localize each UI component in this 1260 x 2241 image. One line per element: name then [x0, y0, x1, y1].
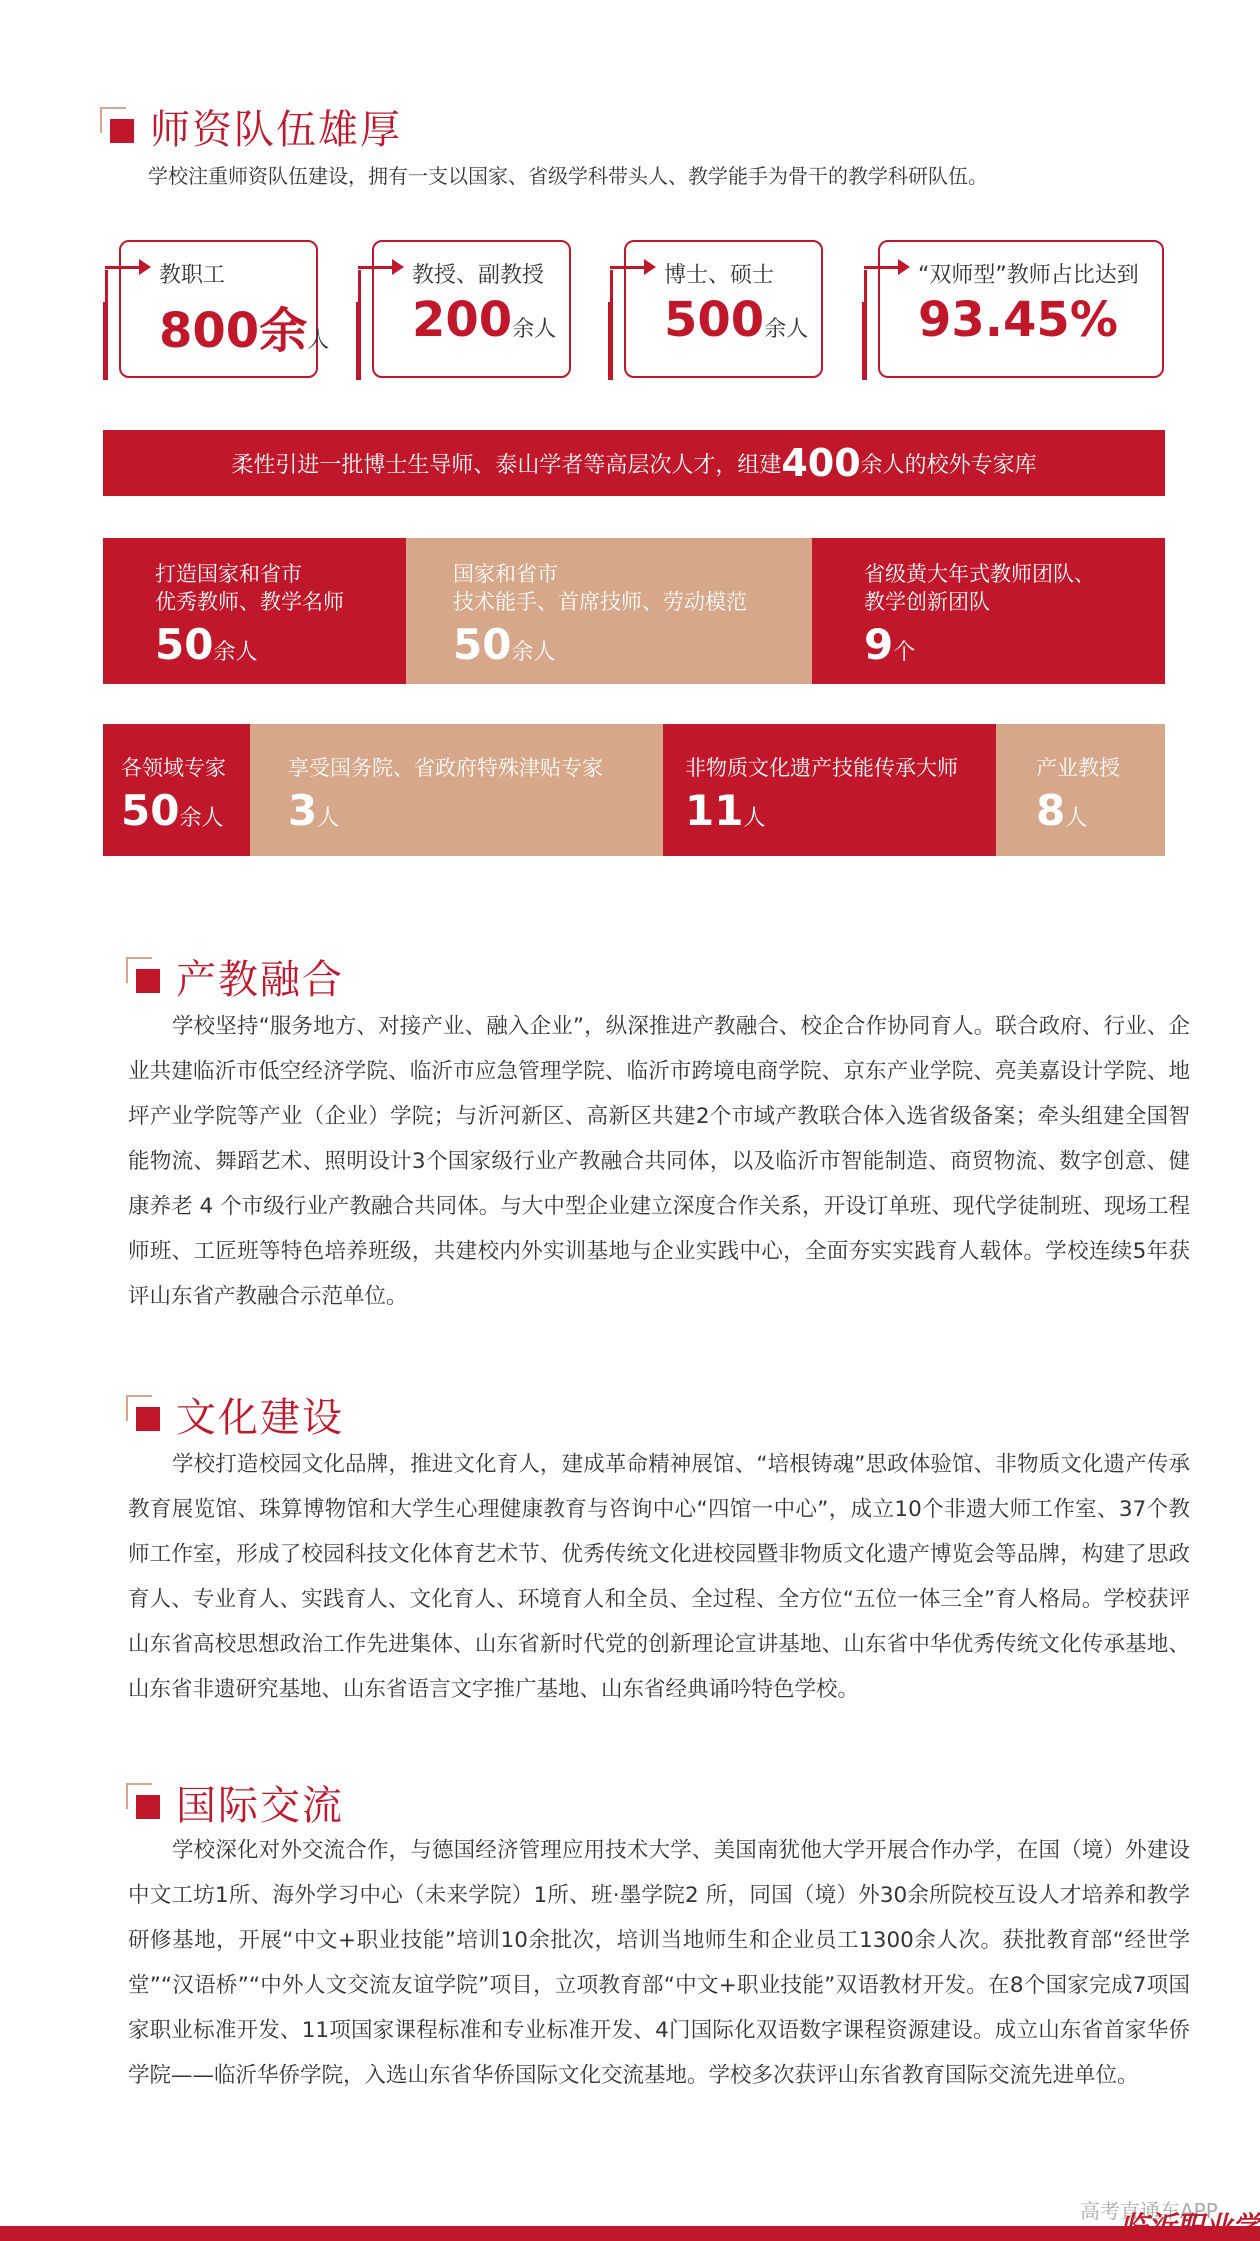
honor-cell: 打造国家和省市 优秀教师、教学名师 50余人	[103, 538, 406, 684]
stat-label: 教授、副教授	[412, 263, 545, 288]
bottom-bar	[0, 2226, 1260, 2241]
expert-banner: 柔性引进一批博士生导师、泰山学者等高层次人才，组建 400 余人的校外专家库	[103, 430, 1165, 496]
stat-card-dual-teacher	[862, 240, 1164, 380]
stat-value: 93.45%	[918, 292, 1118, 348]
stat-value: 800余人	[159, 303, 330, 359]
stat-value: 200余人	[412, 292, 557, 348]
section-bullet-icon	[100, 107, 140, 147]
arrow-icon	[105, 266, 141, 269]
international-paragraph: 学校深化对外交流合作，与德国经济管理应用技术大学、美国南犹他大学开展合作办学，在国（境）外建设中文工坊1所、海外学习中心（未来学院）1所、班·墨学院2 所，同国（境）外30余所院校互设人才培养和教学研修基地，开展“中文+职业技能”培训10余批次，培训当地师生和企业员工1300余人次。获批教育部“经世学堂”“汉语桥”“中外人文交流友谊学院”项目，立项教育部“中文+职业技能”双语教材开发。在8个国家完成7项国家职业标准开发、11项国家课程标准和专业标准开发、4门国际化双语数字课程资源建设。成立山东省首家华侨学院——临沂华侨学院，入选山东省华侨国际文化交流基地。学校多次获评山东省教育国际交流先进单位。	[128, 1838, 1190, 2088]
section-title: 国际交流	[176, 1783, 344, 1829]
arrow-icon	[610, 266, 646, 269]
arrow-icon	[358, 266, 394, 269]
stat-value: 500余人	[664, 292, 809, 348]
section-header-industry	[126, 948, 344, 1005]
stat-card-professors	[356, 240, 571, 380]
section-bullet-icon	[126, 1783, 166, 1823]
section-bullet-icon	[126, 1395, 166, 1435]
honor-cell: 产业教授 8人	[996, 724, 1165, 856]
section-header-teachers	[100, 98, 402, 155]
honor-cell: 各领域专家 50余人	[103, 724, 250, 856]
stat-label: 博士、硕士	[664, 263, 775, 288]
honor-row-1	[103, 538, 1165, 684]
honor-cell: 省级黄大年式教师团队、 教学创新团队 9个	[812, 538, 1165, 684]
honor-cell: 国家和省市 技术能手、首席技师、劳动模范 50余人	[406, 538, 812, 684]
teachers-intro: 学校注重师资队伍建设，拥有一支以国家、省级学科带头人、教学能手为骨干的教学科研队伍。	[148, 164, 988, 188]
section-title: 师资队伍雄厚	[150, 107, 402, 153]
honor-row-2	[103, 724, 1165, 856]
stat-card-doctors	[608, 240, 823, 380]
section-title: 产教融合	[176, 957, 344, 1003]
section-bullet-icon	[126, 957, 166, 997]
honor-cell: 非物质文化遗产技能传承大师 11人	[663, 724, 996, 856]
stat-label: “双师型”教师占比达到	[918, 263, 1139, 288]
industry-paragraph: 学校坚持“服务地方、对接产业、融入企业”，纵深推进产教融合、校企合作协同育人。联合政府、行业、企业共建临沂市低空经济学院、临沂市应急管理学院、临沂市跨境电商学院、京东产业学院、亮美嘉设计学院、地坪产业学院等产业（企业）学院；与沂河新区、高新区共建2个市域产教联合体入选省级备案；牵头组建全国智能物流、舞蹈艺术、照明设计3个国家级行业产教融合共同体，以及临沂市智能制造、商贸物流、数字创意、健康养老 4 个市级行业产教融合共同体。与大中型企业建立深度合作关系，开设订单班、现代学徒制班、现场工程师班、工匠班等特色培养班级，共建校内外实训基地与企业实践中心，全面夯实实践育人载体。学校连续5年获评山东省产教融合示范单位。	[128, 1014, 1190, 1309]
culture-paragraph: 学校打造校园文化品牌，推进文化育人，建成革命精神展馆、“培根铸魂”思政体验馆、非物质文化遗产传承教育展览馆、珠算博物馆和大学生心理健康教育与咨询中心“四馆一中心”，成立10个非遗大师工作室、37个教师工作室，形成了校园科技文化体育艺术节、优秀传统文化进校园暨非物质文化遗产博览会等品牌，构建了思政育人、专业育人、实践育人、文化育人、环境育人和全员、全过程、全方位“五位一体三全”育人格局。学校获评山东省高校思想政治工作先进集体、山东省新时代党的创新理论宣讲基地、山东省中华优秀传统文化传承基地、山东省非遗研究基地、山东省语言文字推广基地、山东省经典诵吟特色学校。	[128, 1452, 1190, 1702]
watermark: 高考直通车APP	[1080, 2199, 1218, 2223]
section-header-international	[126, 1774, 344, 1831]
honor-cell: 享受国务院、省政府特殊津贴专家 3人	[250, 724, 663, 856]
stat-label: 教职工	[159, 263, 226, 288]
section-title: 文化建设	[176, 1395, 344, 1441]
section-header-culture	[126, 1386, 344, 1443]
arrow-icon	[864, 266, 900, 269]
stat-card-staff	[103, 240, 330, 380]
